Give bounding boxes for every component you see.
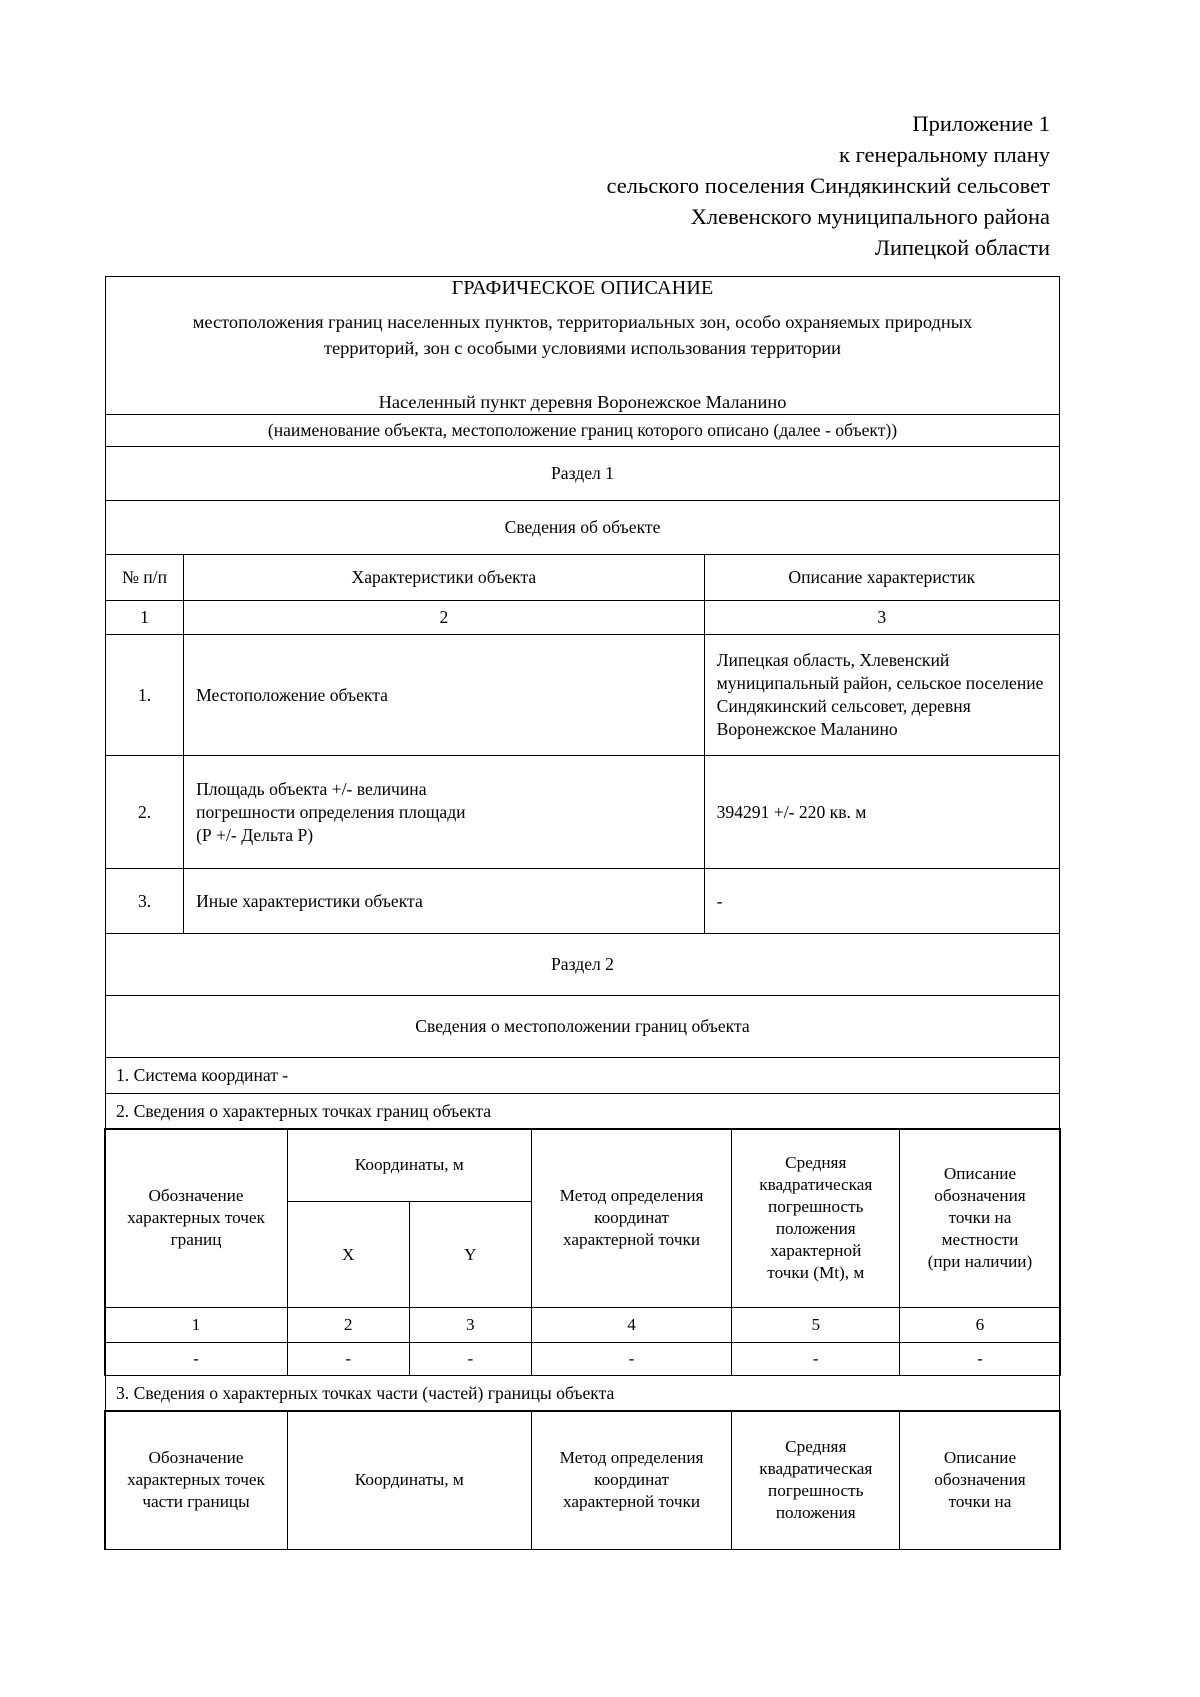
header-method-line-3: характерной точки bbox=[563, 1230, 701, 1250]
section1-header-row bbox=[106, 555, 1060, 601]
row2-characteristic-line-3: (Р +/- Дельта Р) bbox=[196, 824, 314, 845]
document-subtitle-line-2: территорий, зон с особыми условиями использования территории bbox=[323, 338, 841, 358]
boundary-points-row bbox=[106, 1094, 1060, 1130]
part-coordinates-table bbox=[104, 1410, 1060, 1550]
coord-cell-3: - bbox=[409, 1343, 531, 1376]
table-row bbox=[105, 1343, 1060, 1376]
document-title: ГРАФИЧЕСКОЕ ОПИСАНИЕ bbox=[451, 277, 714, 299]
document-subtitle-line-1: местоположения границ населенных пунктов, территориальных зон, особо охраняемых природных bbox=[192, 312, 973, 332]
header-line-general-plan: к генеральному плану bbox=[839, 142, 1050, 167]
header-designation-line-1: Обозначение bbox=[148, 1186, 244, 1206]
caption-row bbox=[106, 415, 1060, 447]
part-header-method-line-3: характерной точки bbox=[563, 1492, 701, 1512]
part-table-row bbox=[106, 1411, 1060, 1549]
section1-subtitle: Сведения об объекте bbox=[106, 501, 1060, 555]
coord-colnum-6: 6 bbox=[900, 1308, 1060, 1343]
part-header-mean-square-error bbox=[732, 1411, 900, 1550]
header-mt-line-3: погрешность bbox=[768, 1197, 864, 1217]
header-method-line-2: координат bbox=[594, 1208, 669, 1228]
coordinates-table-row bbox=[106, 1130, 1060, 1376]
main-document-table bbox=[105, 276, 1060, 1550]
row1-number: 1. bbox=[106, 635, 184, 756]
part-header-desc-line-1: Описание bbox=[943, 1448, 1017, 1468]
section1-title: Раздел 1 bbox=[106, 447, 1060, 501]
table-row bbox=[106, 635, 1060, 756]
header-desc-line-1: Описание bbox=[943, 1164, 1017, 1184]
header-y: Y bbox=[409, 1202, 531, 1308]
section2-band-row bbox=[106, 934, 1060, 996]
row1-characteristic: Местоположение объекта bbox=[184, 635, 705, 756]
coordinate-system-text: 1. Система координат - bbox=[106, 1058, 1060, 1094]
coordinates-table bbox=[104, 1128, 1060, 1376]
header-description: Описание характеристик bbox=[704, 555, 1059, 601]
part-header-mt-line-3: погрешность bbox=[768, 1481, 864, 1501]
row2-number: 2. bbox=[106, 756, 184, 869]
document-header bbox=[0, 0, 1200, 263]
table-row bbox=[106, 756, 1060, 869]
title-block-row bbox=[106, 277, 1060, 415]
row3-number: 3. bbox=[106, 869, 184, 934]
part-header-method-line-2: координат bbox=[594, 1470, 669, 1490]
coord-cell-5: - bbox=[732, 1343, 900, 1376]
section1-column-number-row bbox=[106, 601, 1060, 635]
part-header-designation-line-1: Обозначение bbox=[148, 1448, 244, 1468]
part-header-method-line-1: Метод определения bbox=[559, 1448, 704, 1468]
row2-characteristic bbox=[184, 756, 705, 869]
part-header-point-description bbox=[900, 1411, 1060, 1550]
header-mt-line-6: точки (Mt), м bbox=[767, 1263, 865, 1283]
object-caption: (наименование объекта, местоположение границ которого описано (далее - объект)) bbox=[106, 415, 1060, 447]
header-designation-line-2: характерных точек bbox=[127, 1208, 265, 1228]
header-mt-line-2: квадратическая bbox=[759, 1175, 873, 1195]
part-header-designation bbox=[105, 1411, 287, 1550]
coordinate-system-row bbox=[106, 1058, 1060, 1094]
coord-colnum-2: 2 bbox=[287, 1308, 409, 1343]
coord-cell-1: - bbox=[105, 1343, 287, 1376]
header-desc-line-4: местности bbox=[941, 1230, 1019, 1250]
part-header-desc-line-2: обозначения bbox=[934, 1470, 1026, 1490]
section2-subtitle-row bbox=[106, 996, 1060, 1058]
part-header-designation-line-3: части границы bbox=[142, 1492, 250, 1512]
coord-colnum-1: 1 bbox=[105, 1308, 287, 1343]
header-characteristics: Характеристики объекта bbox=[184, 555, 705, 601]
coordinates-table-cell bbox=[106, 1130, 1060, 1376]
part-header-mt-line-4: положения bbox=[775, 1503, 856, 1523]
header-line-settlement: сельского поселения Синдякинский сельсовет bbox=[606, 173, 1050, 198]
coord-colnum-5: 5 bbox=[732, 1308, 900, 1343]
coord-colnum-4: 4 bbox=[531, 1308, 731, 1343]
header-method bbox=[531, 1129, 731, 1308]
section2-subtitle: Сведения о местоположении границ объекта bbox=[106, 996, 1060, 1058]
title-block-cell bbox=[106, 277, 1060, 415]
part-header-designation-line-2: характерных точек bbox=[127, 1470, 265, 1490]
header-method-line-1: Метод определения bbox=[559, 1186, 704, 1206]
coordinates-header-row-1 bbox=[105, 1129, 1060, 1202]
row2-characteristic-line-1: Площадь объекта +/- величина bbox=[196, 778, 427, 799]
coord-cell-6: - bbox=[900, 1343, 1060, 1376]
header-desc-line-5: (при наличии) bbox=[927, 1252, 1033, 1272]
header-coordinates: Координаты, м bbox=[287, 1129, 531, 1202]
header-x: X bbox=[287, 1202, 409, 1308]
row3-characteristic: Иные характеристики объекта bbox=[184, 869, 705, 934]
part-header-row bbox=[105, 1411, 1060, 1550]
boundary-points-text: 2. Сведения о характерных точках границ объекта bbox=[106, 1094, 1060, 1130]
part-boundary-points-text: 3. Сведения о характерных точках части (частей) границы объекта bbox=[106, 1375, 1060, 1411]
row2-characteristic-line-2: погрешности определения площади bbox=[196, 801, 466, 822]
header-num: № п/п bbox=[106, 555, 184, 601]
row1-description: Липецкая область, Хлевенский муниципальный район, сельское поселение Синдякинский сельсовет, деревня Воронежское Маланино bbox=[704, 635, 1059, 756]
part-header-coordinates: Координаты, м bbox=[287, 1411, 531, 1550]
part-header-mt-line-1: Средняя bbox=[785, 1437, 847, 1457]
title-spacer bbox=[106, 361, 1059, 387]
colnum-3: 3 bbox=[704, 601, 1059, 635]
header-line-district: Хлевенского муниципального района bbox=[690, 204, 1050, 229]
part-header-method bbox=[531, 1411, 731, 1550]
part-header-mt-line-2: квадратическая bbox=[759, 1459, 873, 1479]
header-line-region: Липецкой области bbox=[874, 235, 1050, 260]
header-mt-line-1: Средняя bbox=[785, 1153, 847, 1173]
row3-description: - bbox=[704, 869, 1059, 934]
part-header-desc-line-3: точки на bbox=[948, 1492, 1012, 1512]
header-desc-line-2: обозначения bbox=[934, 1186, 1026, 1206]
header-point-description bbox=[900, 1129, 1060, 1308]
coord-cell-4: - bbox=[531, 1343, 731, 1376]
row2-description: 394291 +/- 220 кв. м bbox=[704, 756, 1059, 869]
object-name: Населенный пункт деревня Воронежское Маланино bbox=[378, 392, 787, 412]
coordinates-column-number-row bbox=[105, 1308, 1060, 1343]
coord-colnum-3: 3 bbox=[409, 1308, 531, 1343]
part-boundary-points-row bbox=[106, 1375, 1060, 1411]
header-desc-line-3: точки на bbox=[948, 1208, 1012, 1228]
coord-cell-2: - bbox=[287, 1343, 409, 1376]
colnum-2: 2 bbox=[184, 601, 705, 635]
section1-subtitle-row bbox=[106, 501, 1060, 555]
header-designation bbox=[105, 1129, 287, 1308]
header-mt-line-5: характерной bbox=[770, 1241, 862, 1261]
section1-band-row bbox=[106, 447, 1060, 501]
header-line-appendix: Приложение 1 bbox=[912, 111, 1050, 136]
header-mt-line-4: положения bbox=[775, 1219, 856, 1239]
table-row bbox=[106, 869, 1060, 934]
section2-title: Раздел 2 bbox=[106, 934, 1060, 996]
part-table-cell bbox=[106, 1411, 1060, 1549]
header-mean-square-error bbox=[732, 1129, 900, 1308]
colnum-1: 1 bbox=[106, 601, 184, 635]
header-designation-line-3: границ bbox=[170, 1230, 222, 1250]
